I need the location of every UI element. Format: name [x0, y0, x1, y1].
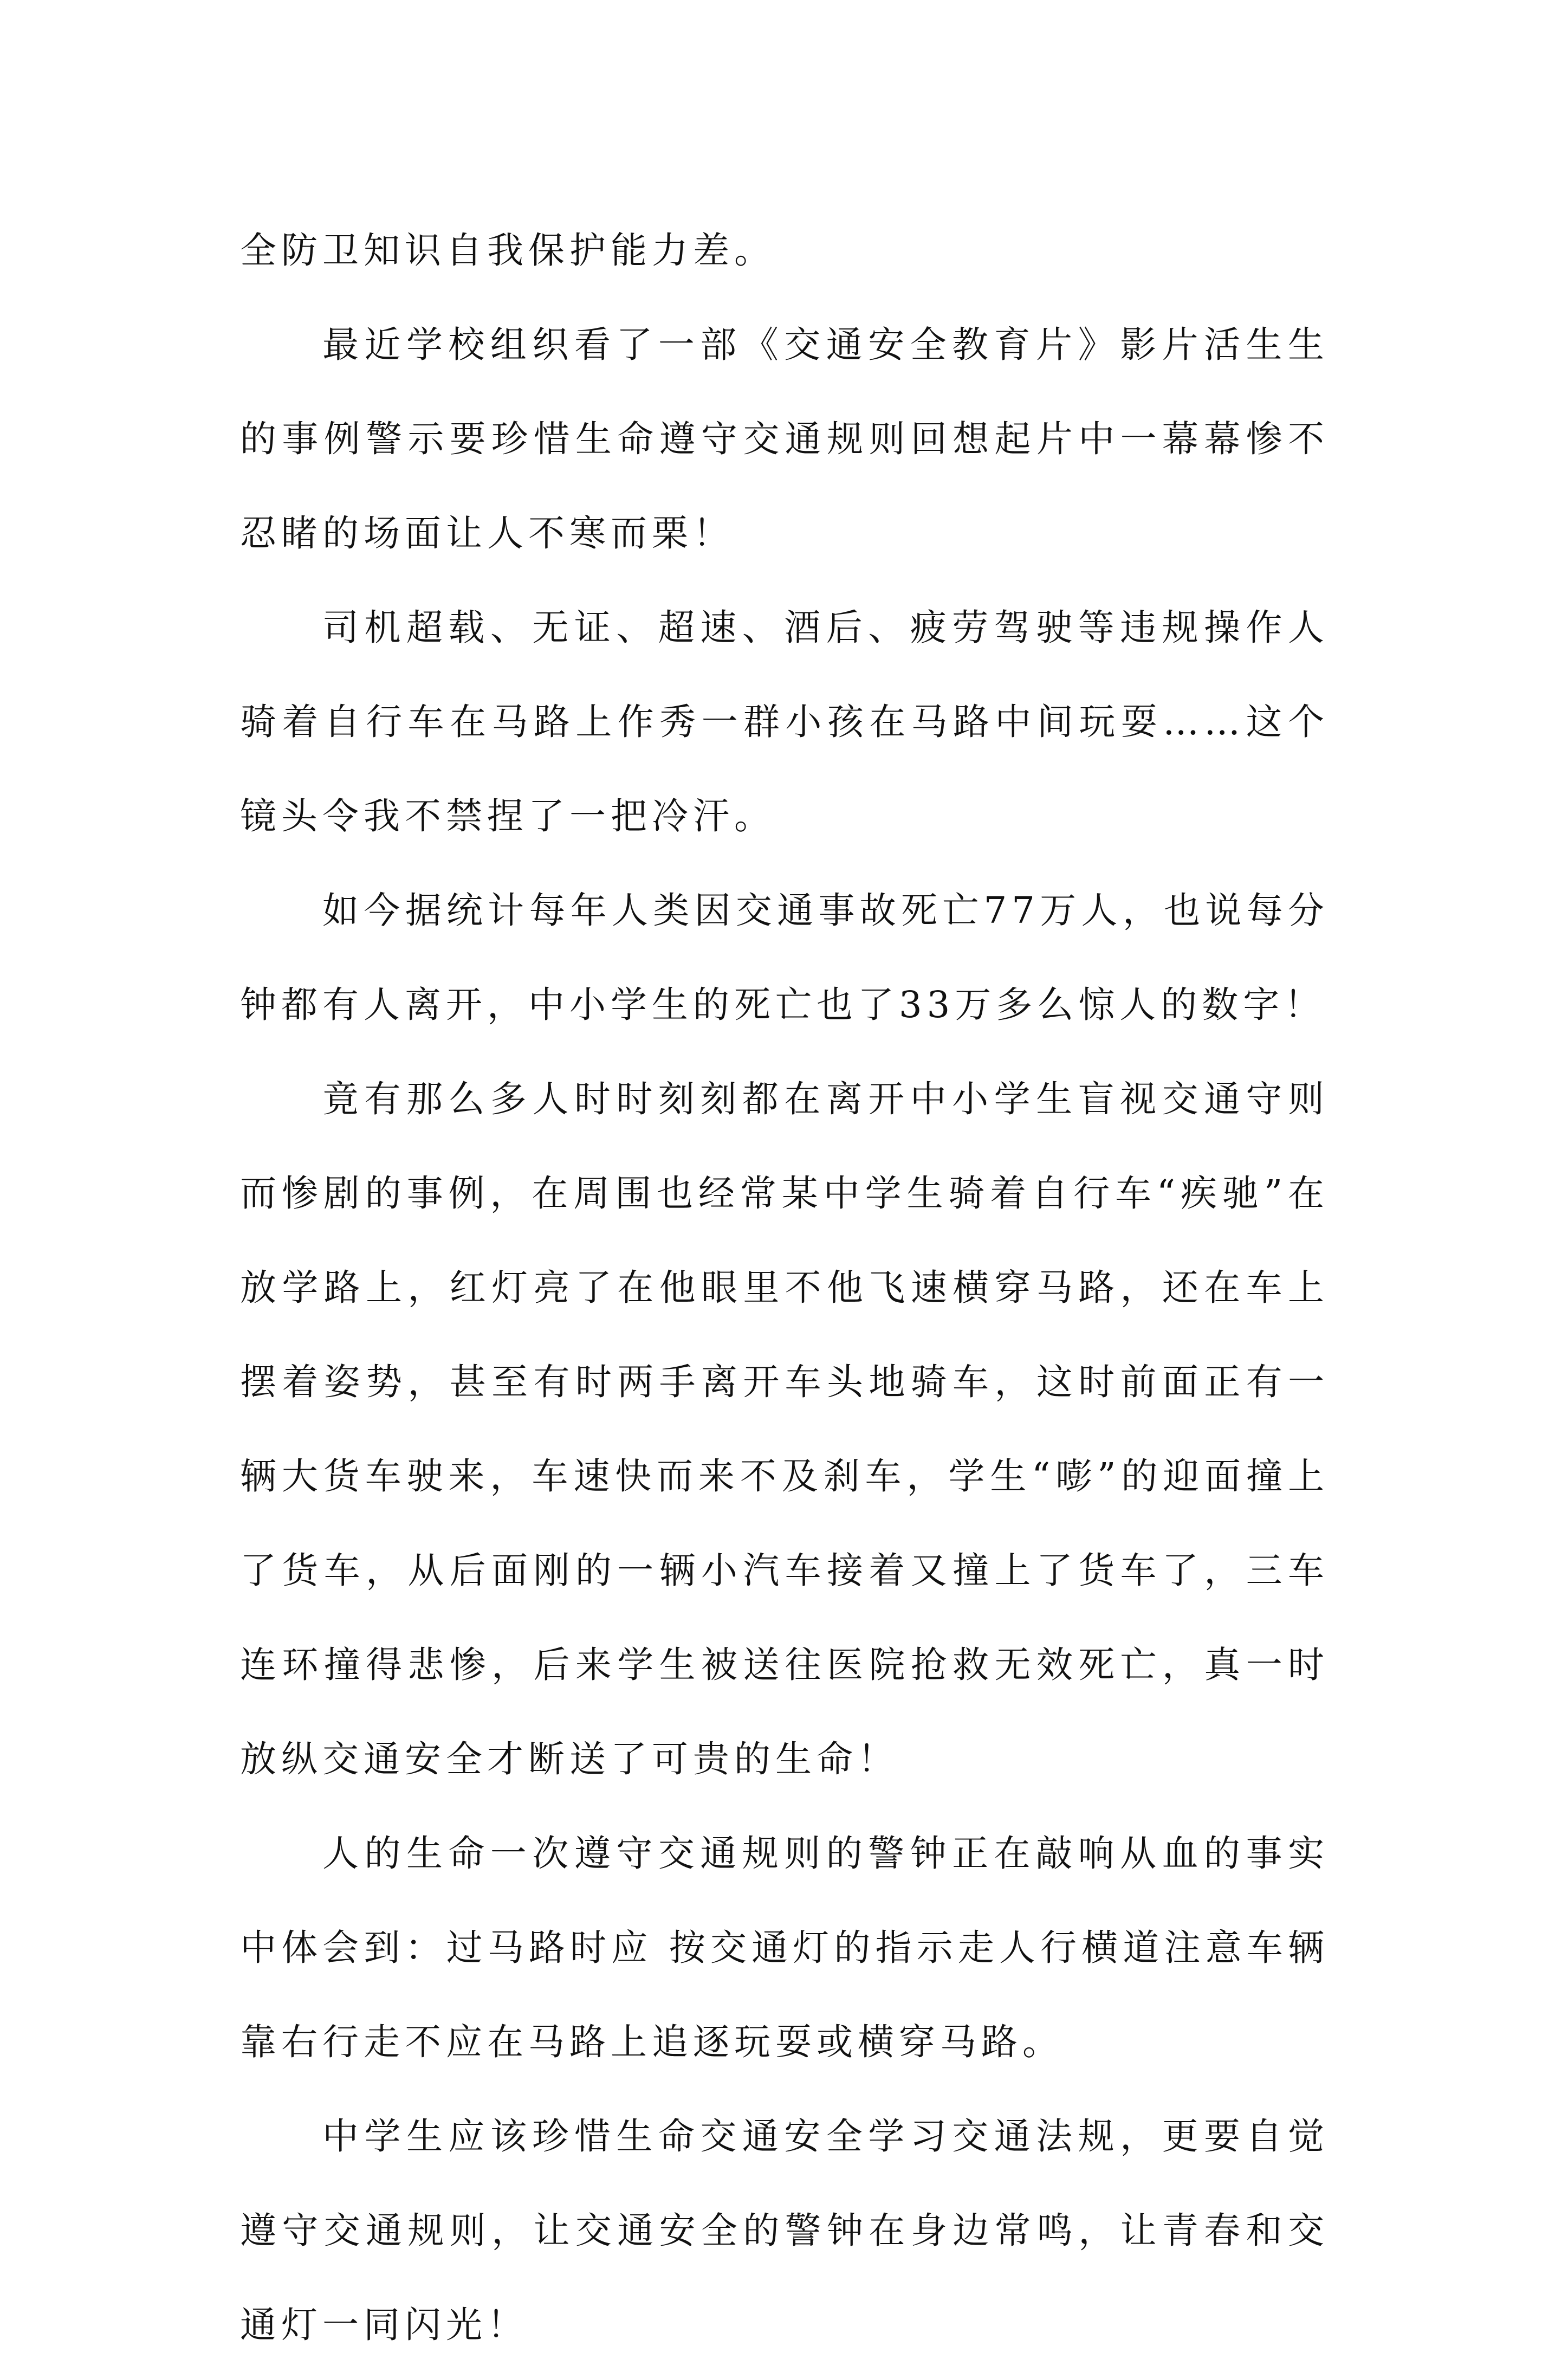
paragraph: 司机超载、无证、超速、酒后、疲劳驾驶等违规操作人骑着自行车在马路上作秀一群小孩在马路中间玩耍……这个镜头令我不禁捏了一把冷汗。	[240, 606, 1329, 837]
paragraph: 中学生应该珍惜生命交通安全学习交通法规，更要自觉遵守交通规则，让交通安全的警钟在身边常鸣，让青春和交通灯一同闪光！	[240, 2115, 1329, 2346]
paragraph: 最近学校组织看了一部《交通安全教育片》影片活生生的事例警示要珍惜生命遵守交通规则回想起片中一幕幕惨不忍睹的场面让人不寒而栗！	[240, 324, 1329, 554]
paragraph: 如今据统计每年人类因交通事故死亡77万人，也说每分钟都有人离开，中小学生的死亡也了33万多么惊人的数字！	[240, 889, 1329, 1026]
document-body	[240, 203, 1329, 2372]
paragraph: 人的生命一次遵守交通规则的警钟正在敲响从血的事实中体会到：过马路时应 按交通灯的指示走人行横道注意车辆靠右行走不应在马路上追逐玩耍或横穿马路。	[240, 1832, 1329, 2063]
paragraph-continuation: 全防卫知识自我保护能力差。	[240, 229, 775, 272]
paragraph: 竟有那么多人时时刻刻都在离开中小学生盲视交通守则而惨剧的事例，在周围也经常某中学生骑着自行车“疾驰”在放学路上，红灯亮了在他眼里不他飞速横穿马路，还在车上摆着姿势，甚至有时两手离开车头地骑车，这时前面正有一辆大货车驶来，车速快而来不及刹车，学生“嘭”的迎面撞上了货车，从后面刚的一辆小汽车接着又撞上了货车了，三车连环撞得悲惨，后来学生被送往医院抢救无效死亡，真一时放纵交通安全才断送了可贵的生命！	[240, 1078, 1329, 1780]
